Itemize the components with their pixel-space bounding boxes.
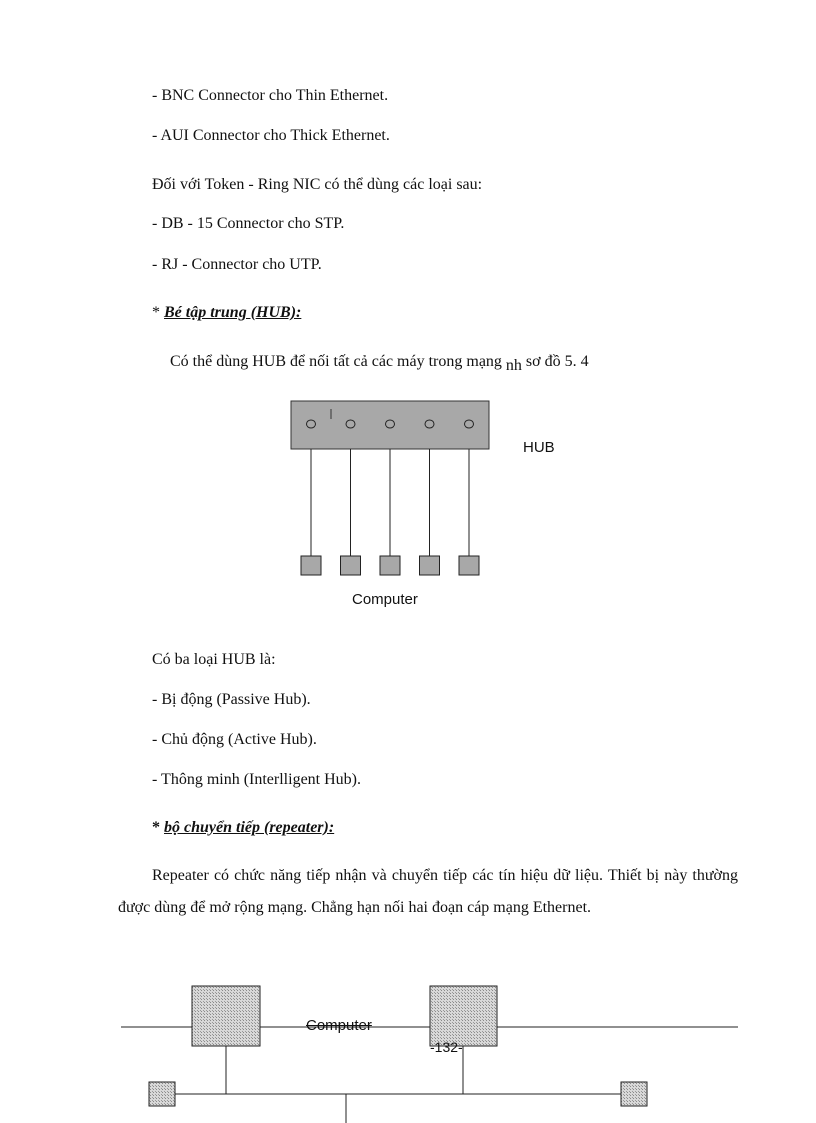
repeater-heading-text: bộ chuyển tiếp (repeater):	[164, 819, 335, 836]
repeater-computer-label: Computer	[306, 1017, 372, 1034]
aui-connector-line: - AUI Connector cho Thick Ethernet.	[152, 127, 390, 144]
hub-computer-4	[420, 556, 440, 575]
heading-star: *	[152, 819, 164, 836]
computer-box-left	[192, 986, 260, 1046]
page-number: -132-	[430, 1039, 463, 1055]
hub-computer-3	[380, 556, 400, 575]
hub-heading-text: Bé tập trung (HUB):	[164, 304, 302, 321]
hub-computers	[301, 556, 479, 575]
repeater-section-heading	[152, 818, 334, 838]
node-box-left	[149, 1082, 175, 1106]
rj-connector-line: - RJ - Connector cho UTP.	[152, 256, 322, 273]
computer-box-right	[430, 986, 497, 1046]
node-box-right	[621, 1082, 647, 1106]
hub-cables	[311, 449, 469, 556]
active-hub-line: - Chủ động (Active Hub).	[152, 731, 317, 748]
bnc-connector-line: - BNC Connector cho Thin Ethernet.	[152, 87, 389, 104]
hub-intro-text-nh: nh	[505, 357, 522, 374]
hub-computer-2	[341, 556, 361, 575]
db15-connector-line: - DB - 15 Connector cho STP.	[152, 215, 345, 232]
hub-computer-label: Computer	[352, 591, 418, 608]
hub-box	[291, 401, 489, 449]
hub-intro-text-a: Có thể dùng HUB để nối tất cả các máy trong mạng	[170, 353, 506, 370]
hub-computer-1	[301, 556, 321, 575]
repeater-paragraph: Repeater có chức năng tiếp nhận và chuyển tiếp các tín hiệu dữ liệu. Thiết bị này thường được dùng để mở rộng mạng. Chẳng hạn nối hai đoạn cáp mạng Ethernet.	[118, 867, 738, 916]
hub-computer-5	[459, 556, 479, 575]
token-ring-intro-line: Đối với Token - Ring NIC có thể dùng các loại sau:	[152, 176, 483, 193]
hub-intro-text-b: sơ đồ 5. 4	[521, 353, 589, 370]
intelligent-hub-line: - Thông minh (Interlligent Hub).	[152, 771, 361, 788]
heading-star: *	[152, 304, 164, 321]
hub-label: HUB	[523, 439, 555, 456]
passive-hub-line: - Bị động (Passive Hub).	[152, 691, 311, 708]
hub-types-intro: Có ba loại HUB là:	[152, 651, 276, 668]
